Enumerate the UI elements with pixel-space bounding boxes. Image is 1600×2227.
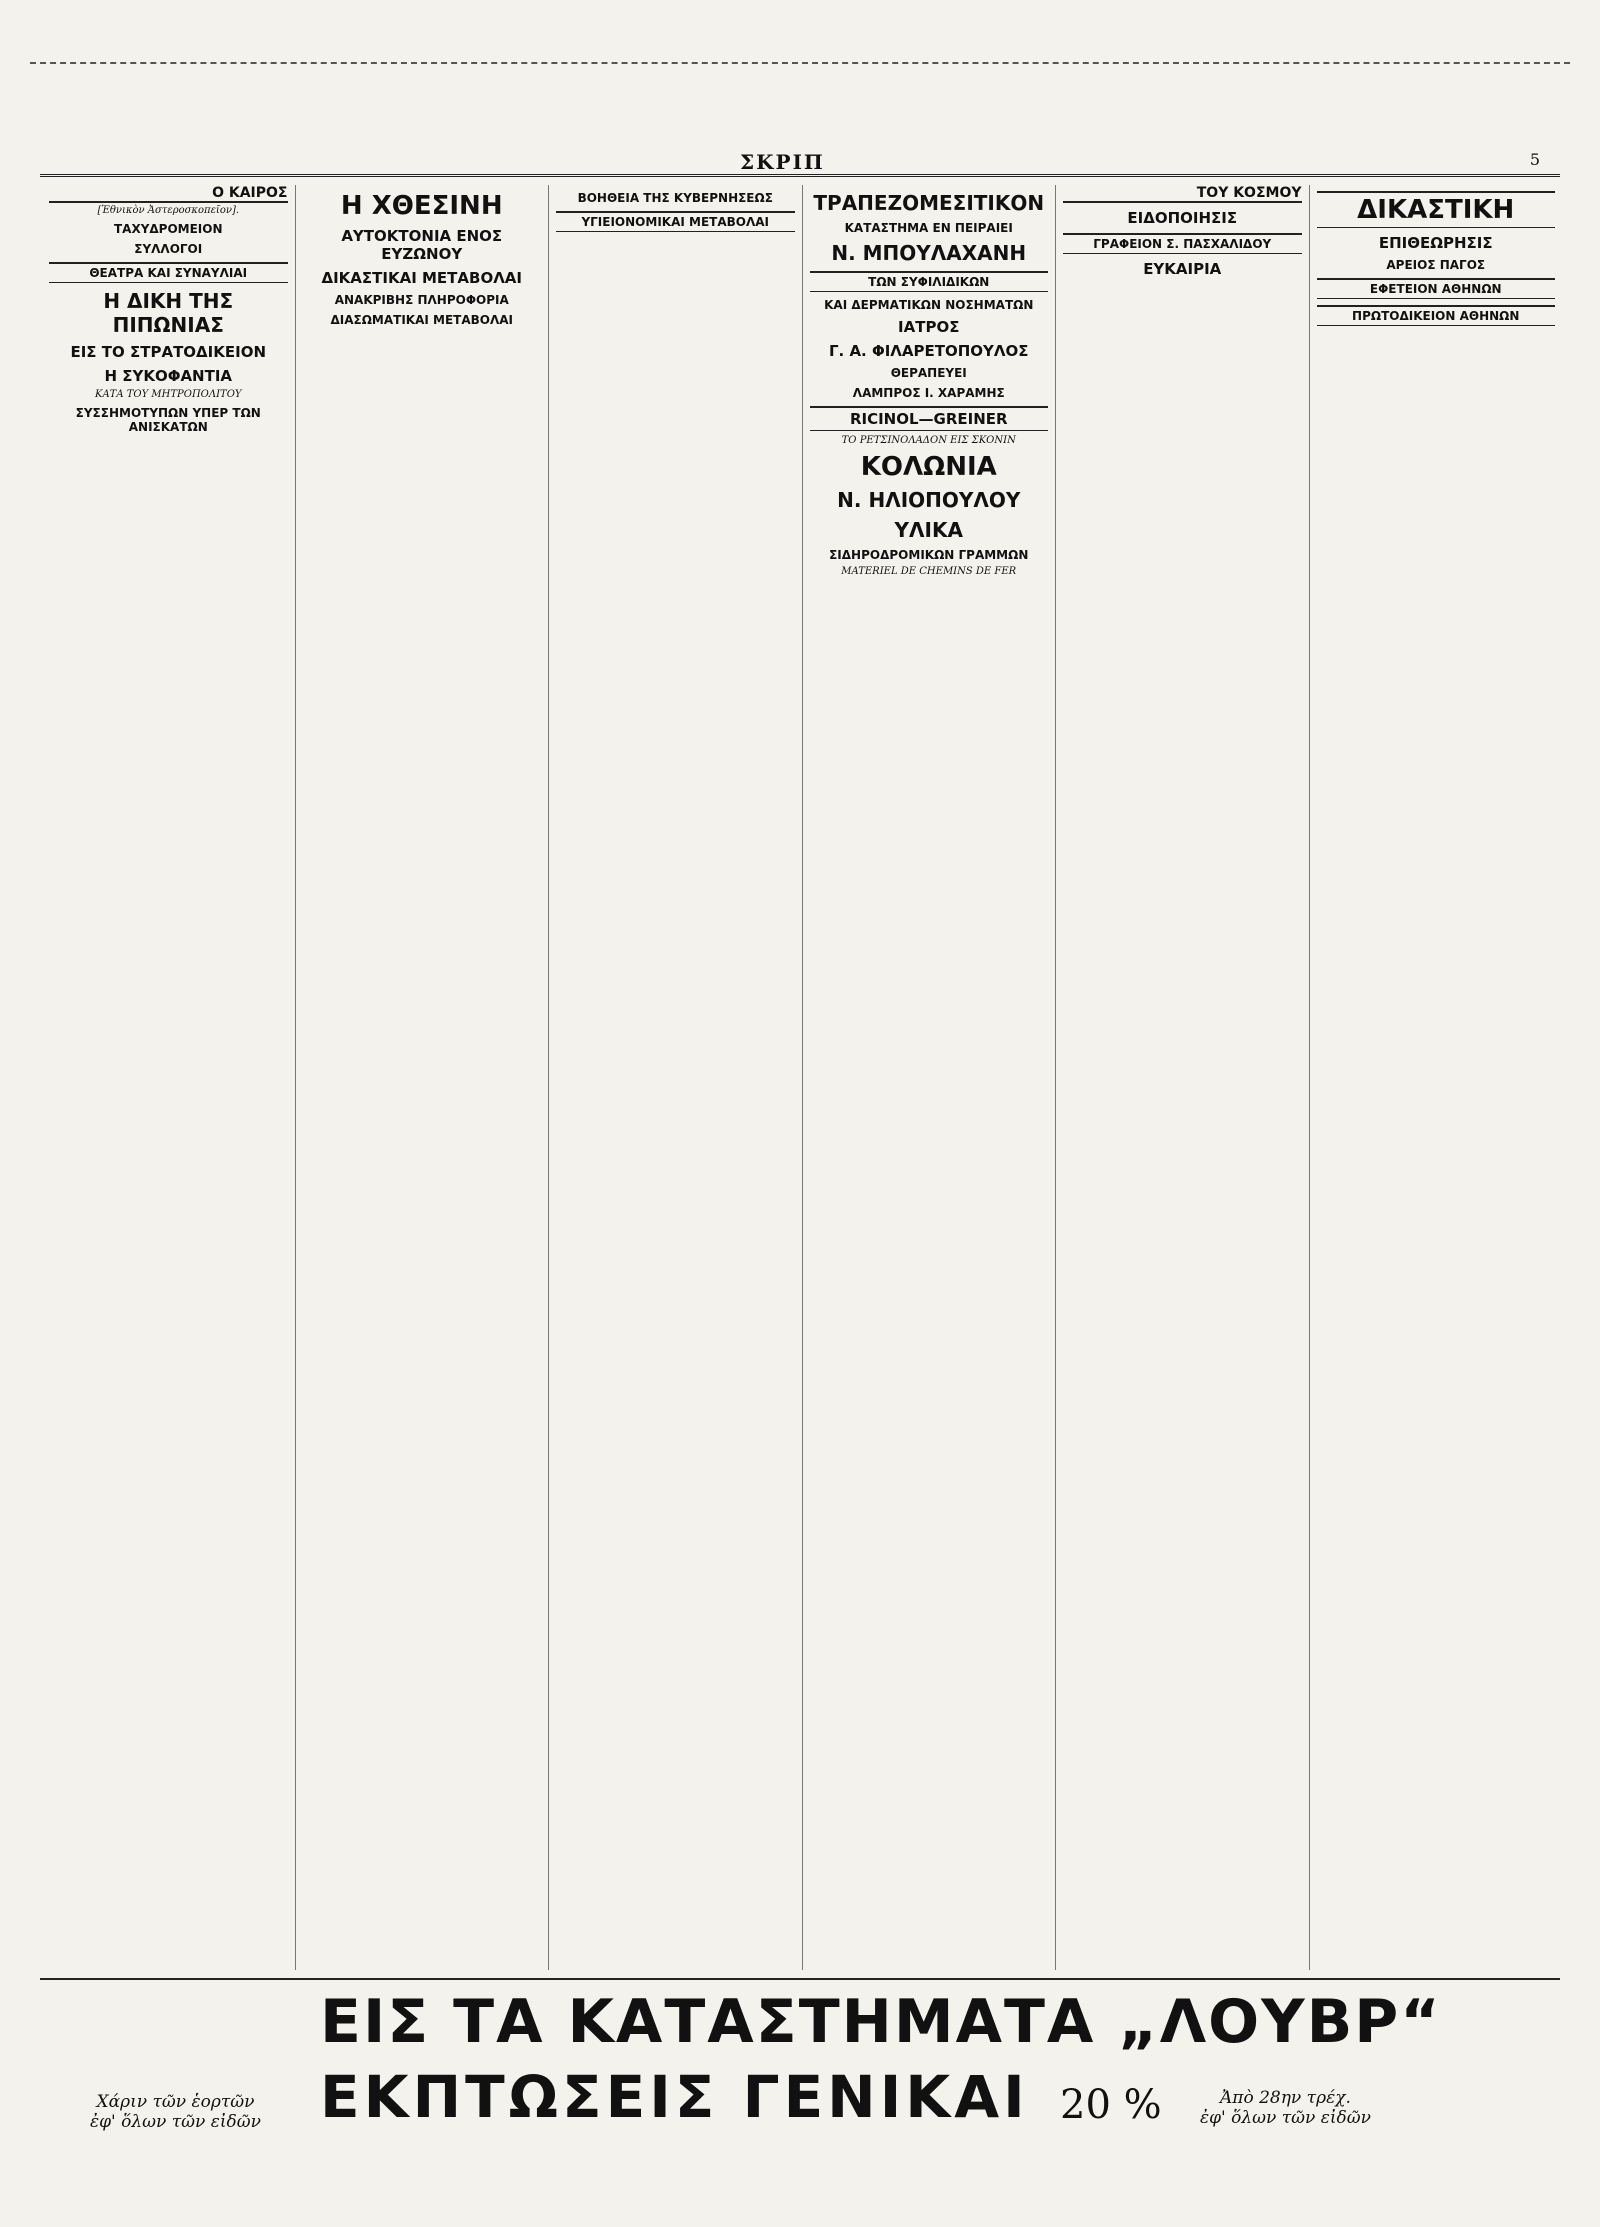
government-aid-heading: ΒΟΗΘΕΙΑ ΤΗΣ ΚΥΒΕΡΝΗΣΕΩΣ: [577, 191, 773, 205]
materials-ad-heading: ΥΛΙΚΑ: [894, 518, 963, 542]
skin-disease-ad-heading: ΚΑΙ ΔΕΡΜΑΤΙΚΩΝ ΝΟΣΗΜΑΤΩΝ: [824, 298, 1034, 312]
theatres-heading: ΘΕΑΤΡΑ ΚΑΙ ΣΥΝΑΥΛΙΑΙ: [49, 262, 288, 283]
post-office-heading: ΤΑΧΥΔΡΟΜΕΙΟΝ: [113, 222, 223, 236]
page-number: 5: [1529, 150, 1540, 169]
fundraising-heading: ΣΥΣΣΗΜΟΤΥΠΩΝ ΥΠΕΡ ΤΩΝ ΑΝΙΣΚΑΤΩΝ: [75, 406, 261, 434]
bank-broker-ad-subheading: ΚΑΤΑΣΤΗΜΑ ΕΝ ΠΕΙΡΑΙΕΙ: [844, 221, 1013, 235]
syphilitic-ad-heading: ΤΩΝ ΣΥΦΙΛΙΔΙΚΩΝ: [810, 271, 1049, 292]
louvre-store-banner: ΕΙΣ ΤΑ ΚΑΤΑΣΤΗΜΑΤΑ „ΛΟΥΒΡ“: [320, 1987, 1442, 2057]
slander-heading: Η ΣΥΚΟΦΑΝΤΙΑ: [104, 367, 233, 385]
holiday-note-line-2: ἐφ' ὅλων τῶν εἰδῶν: [90, 2112, 261, 2132]
appeals-court-heading: ΕΦΕΤΕΙΟΝ ΑΘΗΝΩΝ: [1317, 278, 1556, 299]
evzone-suicide-heading: ΑΥΤΟΚΤΟΝΙΑ ΕΝΟΣ ΕΥΖΩΝΟΥ: [341, 227, 503, 263]
pigonia-trial-heading: Η ΔΙΚΗ ΤΗΣ ΠΙΠΩΝΙΑΣ: [103, 289, 234, 337]
ricinol-ad-subheading: ΤΟ ΡΕΤΣΙΝΟΛΑΔΟΝ ΕΙΣ ΣΚΟΝΙΝ: [841, 435, 1016, 446]
column-6: [1310, 185, 1563, 1970]
discounts-banner: ΕΚΠΤΩΣΕΙΣ ΓΕΝΙΚΑΙ: [320, 2063, 1029, 2131]
charamis-name: ΛΑΜΠΡΟΣ Ι. ΧΑΡΑΜΗΣ: [852, 386, 1005, 400]
yesterday-heading: Η ΧΘΕΣΙΝΗ: [340, 191, 503, 221]
societies-heading: ΣΥΛΛΟΓΟΙ: [134, 242, 203, 256]
judicial-review-heading: ΔΙΚΑΣΤΙΚΗ: [1317, 191, 1556, 228]
bottom-banner-rule: [40, 1978, 1560, 1980]
opportunity-heading: ΕΥΚΑΙΡΙΑ: [1143, 260, 1222, 278]
bank-broker-ad-heading: ΤΡΑΠΕΖΟΜΕΣΙΤΙΚΟΝ: [813, 191, 1045, 215]
holiday-note: [90, 2092, 261, 2132]
railway-ad-subheading: MATERIEL DE CHEMINS DE FER: [841, 566, 1017, 577]
judicial-review-subheading: ΕΠΙΘΕΩΡΗΣΙΣ: [1378, 234, 1493, 252]
newspaper-title: ΣΚΡΙΠ: [740, 150, 825, 174]
health-changes-heading: ΥΓΙΕΙΟΝΟΜΙΚΑΙ ΜΕΤΑΒΟΛΑΙ: [556, 211, 795, 232]
ricinol-ad-heading: RICINOL—GREINER: [810, 406, 1049, 431]
inaccurate-info-heading: ΑΝΑΚΡΙΒΗΣ ΠΛΗΡΟΦΟΡΙΑ: [334, 293, 509, 307]
column-2: [296, 185, 550, 1970]
column-5: [1056, 185, 1310, 1970]
article-columns: [42, 185, 1562, 1970]
top-border-rule: [30, 62, 1570, 64]
world-heading: ΤΟΥ ΚΟΣΜΟΥ: [1063, 185, 1302, 203]
cologne-ad-name: Ν. ΗΛΙΟΠΟΥΛΟΥ: [837, 488, 1021, 512]
doctor-heading: ΙΑΤΡΟΣ: [898, 318, 960, 336]
masthead-rule: [40, 174, 1560, 177]
court-martial-heading: ΕΙΣ ΤΟ ΣΤΡΑΤΟΔΙΚΕΙΟΝ: [70, 343, 266, 361]
first-instance-court-heading: ΠΡΩΤΟΔΙΚΕΙΟΝ ΑΘΗΝΩΝ: [1317, 305, 1556, 326]
column-3: [549, 185, 803, 1970]
doctor-name: Γ. Α. ΦΙΛΑΡΕΤΟΠΟΥΛΟΣ: [828, 342, 1029, 360]
cologne-ad-heading: ΚΟΛΩΝΙΑ: [860, 452, 997, 482]
railway-ad-heading: ΣΙΔΗΡΟΔΡΟΜΙΚΩΝ ΓΡΑΜΜΩΝ: [829, 548, 1029, 562]
column-1: [42, 185, 296, 1970]
weather-heading: Ο ΚΑΙΡΟΣ: [49, 185, 288, 203]
start-date-note-line-2: ἐφ' ὅλων τῶν εἰδῶν: [1200, 2108, 1371, 2128]
treats-heading: ΘΕΡΑΠΕΥΕΙ: [890, 366, 967, 380]
slander-subheading: ΚΑΤΑ ΤΟΥ ΜΗΤΡΟΠΟΛΙΤΟΥ: [94, 389, 242, 400]
holiday-note-line-1: Χάριν τῶν ἑορτῶν: [96, 2092, 255, 2112]
judicial-changes-heading: ΔΙΚΑΣΤΙΚΑΙ ΜΕΤΑΒΟΛΑΙ: [321, 269, 522, 287]
masthead: [40, 150, 1560, 172]
bank-broker-name: Ν. ΜΠΟΥΛΑΧΑΝΗ: [831, 241, 1027, 265]
corps-changes-heading: ΔΙΑΣΩΜΑΤΙΚΑΙ ΜΕΤΑΒΟΛΑΙ: [330, 313, 514, 327]
supreme-court-heading: ΑΡΕΙΟΣ ΠΑΓΟΣ: [1386, 258, 1486, 272]
notice-heading: ΕΙΔΟΠΟΙΗΣΙΣ: [1127, 209, 1238, 227]
column-4: [803, 185, 1057, 1970]
start-date-note: [1200, 2088, 1371, 2128]
weather-subheading: [Ἐθνικὸν Ἀστεροσκοπεῖον].: [97, 205, 240, 216]
paschalidis-office-heading: ΓΡΑΦΕΙΟΝ Σ. ΠΑΣΧΑΛΙΔΟΥ: [1063, 233, 1302, 254]
start-date-note-line-1: Ἀπὸ 28ην τρέχ.: [1220, 2088, 1351, 2108]
discount-percent: 20 %: [1060, 2082, 1162, 2128]
